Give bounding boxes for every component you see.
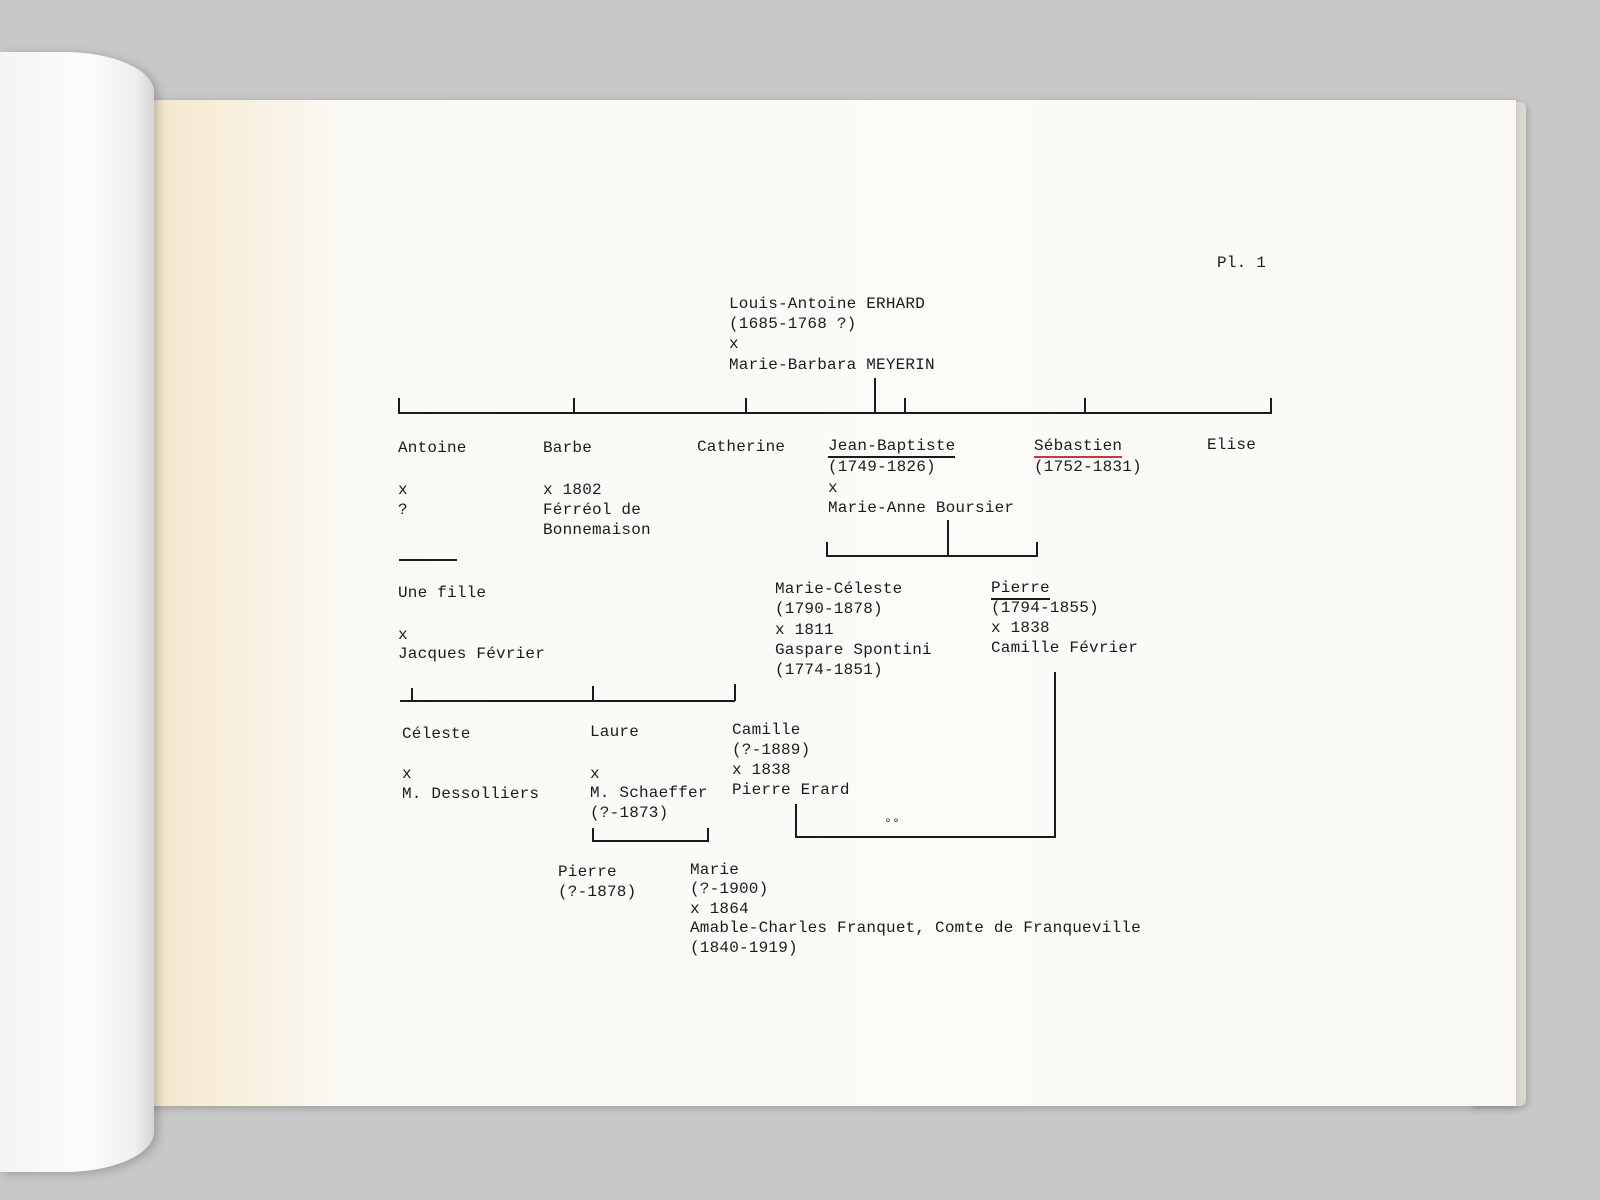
pierre-1794-spouse: Camille Février (991, 639, 1139, 657)
marie-marriage: x 1864 (690, 900, 749, 918)
barbe-spouse-line1: Férréol de (543, 501, 642, 519)
barbe-marriage: x 1802 (543, 481, 602, 499)
antoine-descent-dash (399, 559, 457, 561)
tick-celeste (411, 688, 413, 701)
sebastien-dates: (1752-1831) (1034, 458, 1142, 476)
tick-antoine (398, 398, 400, 413)
antoine-spouse: ? (398, 501, 408, 519)
elise-name: Elise (1207, 436, 1257, 454)
tick-jean-baptiste (904, 398, 906, 413)
facing-page-curl (0, 52, 154, 1172)
barbe-name: Barbe (543, 439, 593, 457)
marie-celeste-marriage: x 1811 (775, 621, 834, 639)
tick-sebastien (1084, 398, 1086, 413)
antoine-marriage-mark: x (398, 481, 408, 499)
laure-spouse-dates: (?-1873) (590, 804, 669, 822)
antoine-name: Antoine (398, 439, 467, 457)
marriage-symbol: °° (884, 816, 901, 831)
root-descent-line (874, 378, 876, 412)
marie-spouse-dates: (1840-1919) (690, 939, 798, 957)
jean-baptiste-descent-line (947, 520, 949, 555)
tick-pierre-1878 (592, 828, 594, 841)
camille-dates: (?-1889) (732, 741, 811, 759)
plate-label: Pl. 1 (1217, 254, 1267, 272)
pierre-1794-name: Pierre (991, 578, 1050, 600)
camille-name: Camille (732, 721, 801, 739)
tick-marie-celeste (826, 542, 828, 556)
tick-barbe (573, 398, 575, 413)
marie-spouse: Amable-Charles Franquet, Comte de Franqueville (690, 919, 1141, 937)
camille-spouse: Pierre Erard (732, 781, 850, 799)
marie-celeste-spouse-dates: (1774-1851) (775, 661, 883, 679)
marie-celeste-spouse: Gaspare Spontini (775, 641, 932, 659)
tick-elise (1270, 398, 1272, 413)
sebastien-name: Sébastien (1034, 436, 1122, 458)
celeste-marriage-mark: x (402, 765, 412, 783)
une-fille-children-bracket (400, 700, 735, 702)
jean-baptiste-name: Jean-Baptiste (828, 436, 955, 458)
marie-celeste-dates: (1790-1878) (775, 600, 883, 618)
root-name: Louis-Antoine ERHARD (729, 295, 926, 313)
root-marriage-mark: x (729, 335, 739, 353)
laure-name: Laure (590, 723, 640, 741)
root-dates: (1685-1768 ?) (729, 315, 857, 333)
tick-pierre-1794 (1036, 542, 1038, 556)
celeste-spouse: M. Dessolliers (402, 785, 540, 803)
pierre-1878-dates: (?-1878) (558, 883, 637, 901)
tick-catherine (745, 398, 747, 413)
barbe-spouse-line2: Bonnemaison (543, 521, 651, 539)
pierre-descent-line (1054, 672, 1056, 838)
children-bracket-line (398, 412, 1272, 414)
celeste-name: Céleste (402, 725, 471, 743)
marie-name: Marie (690, 861, 740, 879)
camille-marriage: x 1838 (732, 761, 791, 779)
tick-camille (734, 684, 736, 701)
une-fille-marriage-mark: x (398, 626, 408, 644)
pierre-camille-link-line (795, 836, 1056, 838)
pierre-1794-dates: (1794-1855) (991, 599, 1099, 617)
pierre-1794-marriage: x 1838 (991, 619, 1050, 637)
une-fille-spouse: Jacques Février (398, 645, 546, 663)
root-spouse: Marie-Barbara MEYERIN (729, 356, 935, 374)
jean-baptiste-children-bracket (826, 555, 1038, 557)
laure-spouse: M. Schaeffer (590, 784, 708, 802)
laure-marriage-mark: x (590, 765, 600, 783)
une-fille-name: Une fille (398, 584, 487, 602)
catherine-name: Catherine (697, 438, 786, 456)
laure-children-bracket (592, 840, 709, 842)
marie-celeste-name: Marie-Céleste (775, 580, 903, 598)
marie-dates: (?-1900) (690, 880, 769, 898)
jean-baptiste-marriage-mark: x (828, 479, 838, 497)
tick-marie (707, 828, 709, 841)
jean-baptiste-dates: (1749-1826) (828, 458, 936, 476)
jean-baptiste-spouse: Marie-Anne Boursier (828, 499, 1015, 517)
tick-laure (592, 686, 594, 701)
pierre-1878-name: Pierre (558, 863, 617, 881)
camille-link-tick (795, 804, 797, 837)
